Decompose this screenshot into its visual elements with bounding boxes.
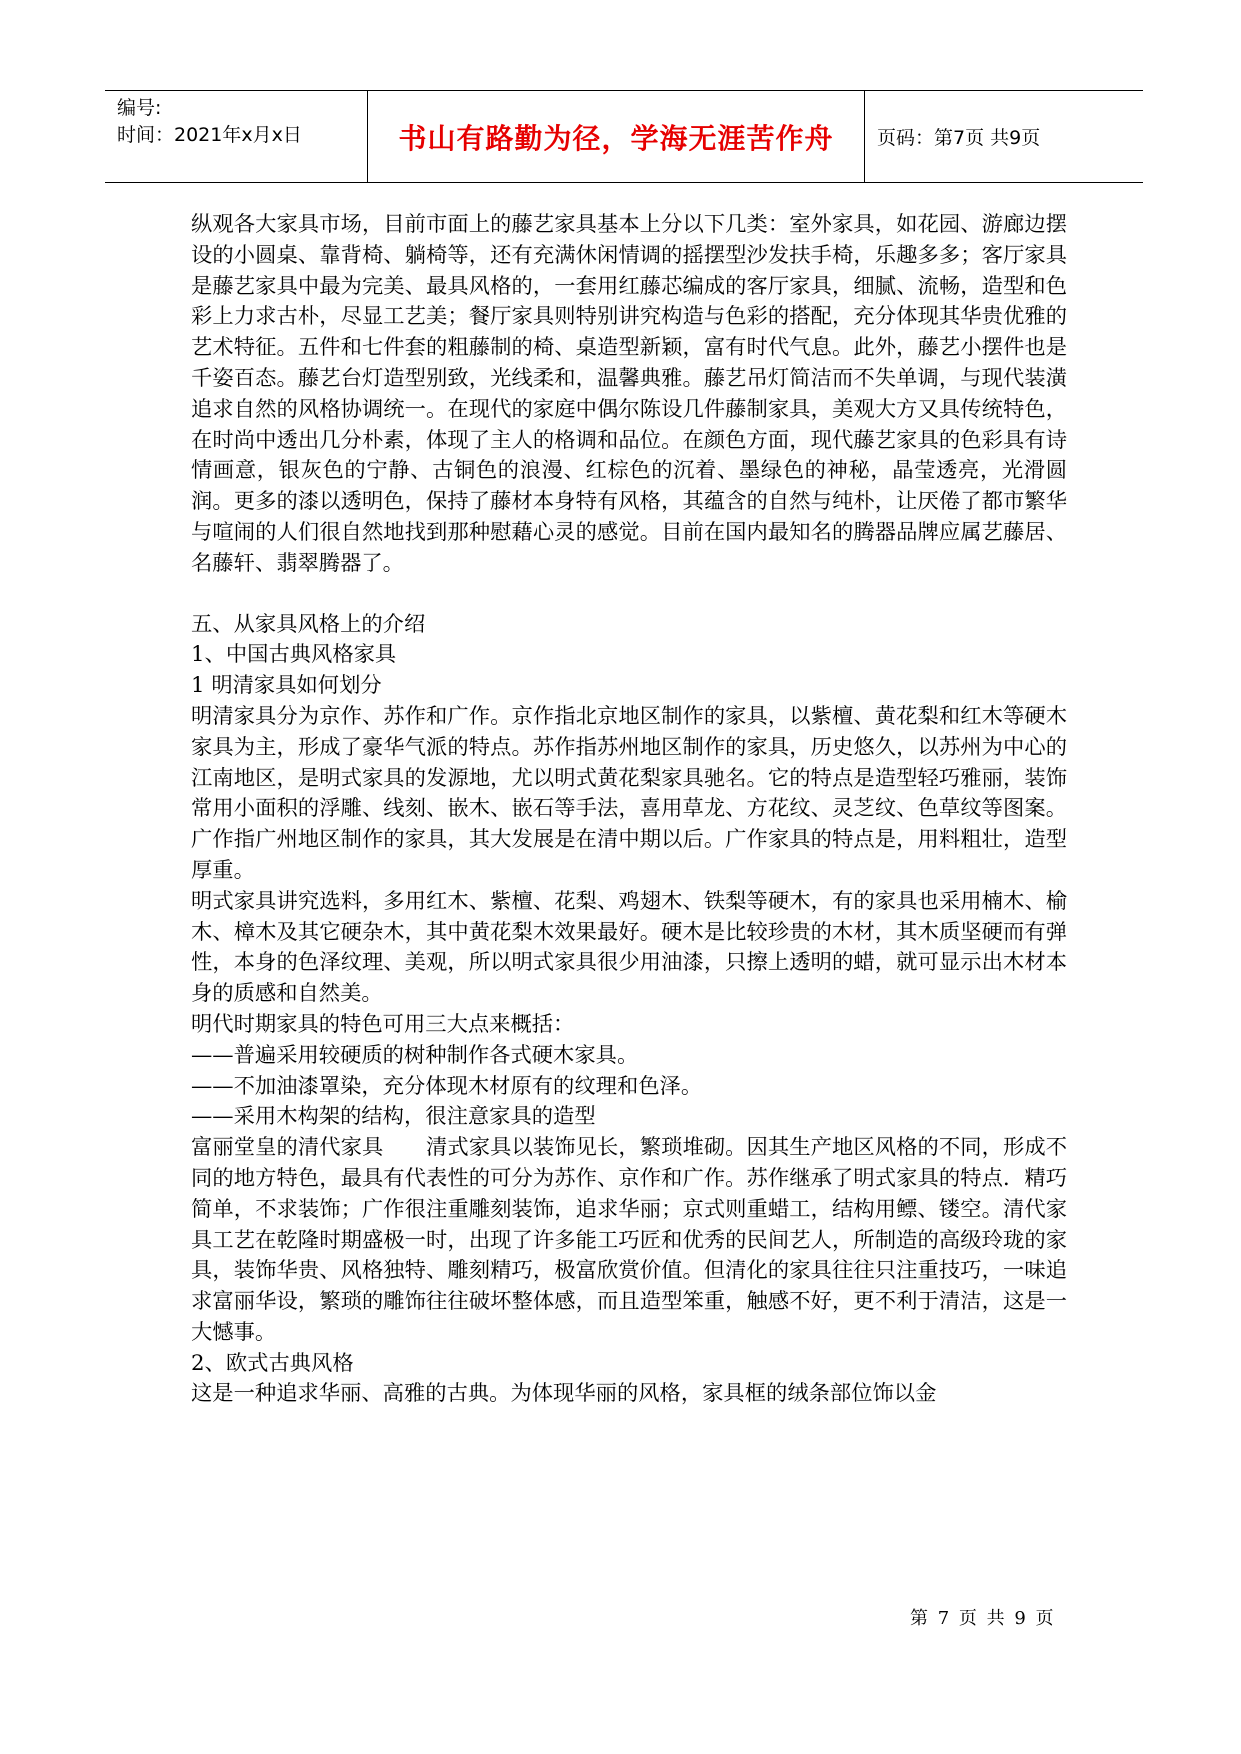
paragraph-qing-furniture: 富丽堂皇的清代家具 清式家具以装饰见长，繁琐堆砌。因其生产地区风格的不同，形成不同的地方特色，最具有代表性的可分为苏作、京作和广作。苏作继承了明式家具的特点．精巧简单，不求装饰；广作很注重雕刻装饰，追求华丽；京式则重蜡工，结构用鳔、镂空。清代家具工艺在乾隆时期盛极一时，出现了许多能工巧匠和优秀的民间艺人，所制造的高级玲珑的家具，装饰华贵、风格独特、雕刻精巧，极富欣赏价值。但清化的家具往往只注重技巧，一味追求富丽华设，繁琐的雕饰往往破坏整体感，而且造型笨重，触感不好，更不利于清洁，这是一大憾事。 xyxy=(191,1135,1067,1345)
document-body xyxy=(191,210,1067,1410)
subheading-ming-qing: 1 明清家具如何划分 xyxy=(191,673,382,699)
list-item-feature-2: ——不加油漆罩染，充分体现木材原有的纹理和色泽。 xyxy=(191,1073,703,1099)
paragraph-ming-materials: 明式家具讲究选料，多用红木、紫檀、花梨、鸡翅木、铁梨等硬木，有的家具也采用楠木、榆木、樟木及其它硬杂木，其中黄花梨木效果最好。硬木是比较珍贵的木材，其木质坚硬而有弹性，本身的色泽纹理、美观，所以明式家具很少用油漆，只擦上透明的蜡，就可显示出木材本身的质感和自然美。 xyxy=(191,888,1067,1007)
page-header xyxy=(105,90,1143,183)
serial-number-label: 编号: xyxy=(117,97,162,119)
paragraph-ming-qing-division: 明清家具分为京作、苏作和广作。京作指北京地区制作的家具，以紫檀、黄花梨和红木等硬木家具为主，形成了豪华气派的特点。苏作指苏州地区制作的家具，历史悠久，以苏州为中心的江南地区，是明式家具的发源地，尤以明式黄花梨家具驰名。它的特点是造型轻巧雅丽，装饰常用小面积的浮雕、线刻、嵌木、嵌石等手法，喜用草龙、方花纹、灵芝纹、色草纹等图案。广作指广州地区制作的家具，其大发展是在清中期以后。广作家具的特点是，用料粗壮，造型厚重。 xyxy=(191,703,1067,883)
list-item-feature-1: ——普遍采用较硬质的树种制作各式硬木家具。 xyxy=(191,1042,639,1068)
header-motto: 书山有路勤为径，学海无涯苦作舟 xyxy=(368,91,865,182)
paragraph-ming-features-intro: 明代时期家具的特色可用三大点来概括： xyxy=(191,1011,575,1037)
paragraph-spacer xyxy=(191,580,1067,610)
page-footer: 第 7 页 共 9 页 xyxy=(910,1608,1056,1629)
paragraph-european-intro: 这是一种追求华丽、高雅的古典。为体现华丽的风格，家具框的绒条部位饰以金 xyxy=(191,1381,937,1407)
header-page-code: 页码：第7页 共9页 xyxy=(877,127,1041,149)
subheading-european-classical: 2、欧式古典风格 xyxy=(191,1350,354,1376)
date-label: 时间：2021年x月x日 xyxy=(117,124,302,146)
header-meta xyxy=(105,91,368,182)
section-heading-styles: 五、从家具风格上的介绍 xyxy=(191,611,426,637)
paragraph-rattan-furniture: 纵观各大家具市场，目前市面上的藤艺家具基本上分以下几类：室外家具，如花园、游廊边摆设的小圆桌、靠背椅、躺椅等，还有充满休闲情调的摇摆型沙发扶手椅，乐趣多多；客厅家具是藤艺家具中最为完美、最具风格的，一套用红藤芯编成的客厅家具，细腻、流畅，造型和色彩上力求古朴，尽显工艺美；餐厅家具则特别讲究构造与色彩的搭配，充分体现其华贵优雅的艺术特征。五件和七件套的粗藤制的椅、桌造型新颖，富有时代气息。此外，藤艺小摆件也是千姿百态。藤艺台灯造型别致，光线柔和，温馨典雅。藤艺吊灯简洁而不失单调，与现代装潢追求自然的风格协调统一。在现代的家庭中偶尔陈设几件藤制家具，美观大方又具传统特色，在时尚中透出几分朴素，体现了主人的格调和品位。在颜色方面，现代藤艺家具的色彩具有诗情画意，银灰色的宁静、古铜色的浪漫、红棕色的沉着、墨绿色的神秘，晶莹透亮，光滑圆润。更多的漆以透明色，保持了藤材本身特有风格，其蕴含的自然与纯朴，让厌倦了都市繁华与喧闹的人们很自然地找到那种慰藉心灵的感觉。目前在国内最知名的腾器品牌应属艺藤居、名藤轩、翡翠腾器了。 xyxy=(191,212,1067,576)
list-item-feature-3: ——采用木构架的结构，很注意家具的造型 xyxy=(191,1104,596,1130)
subheading-chinese-classical: 1、中国古典风格家具 xyxy=(191,642,397,668)
